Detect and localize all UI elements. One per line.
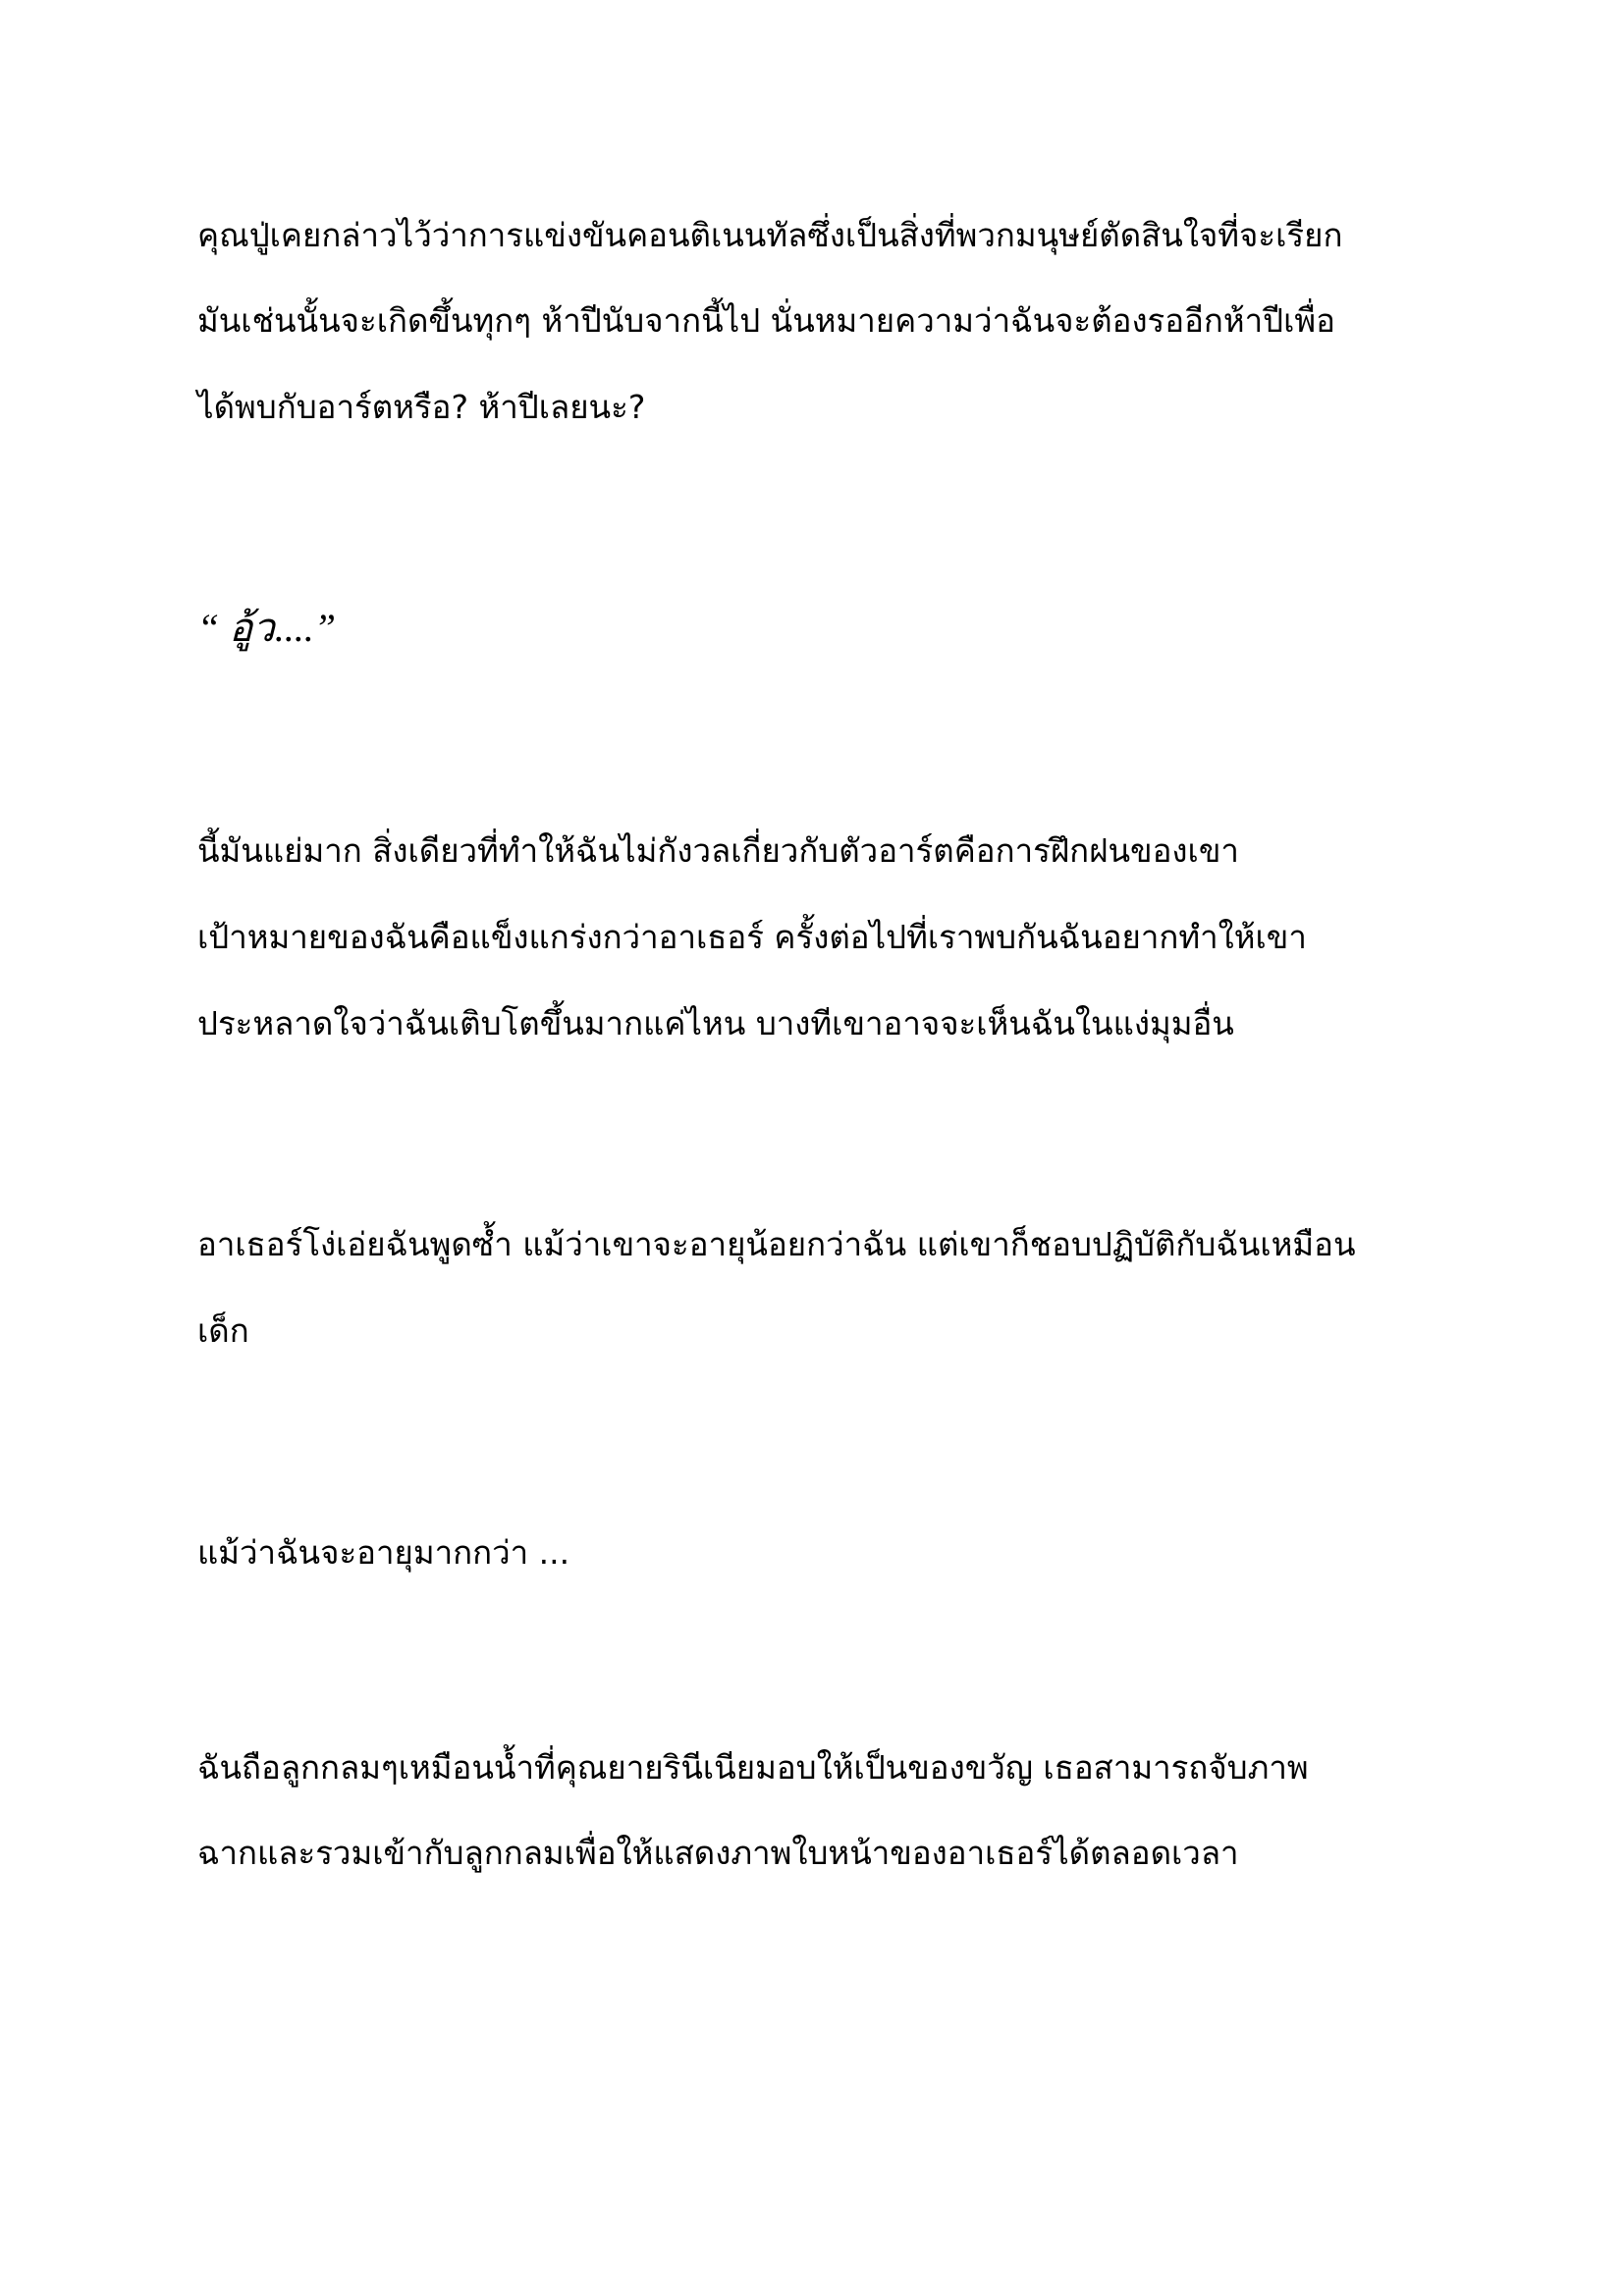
paragraph-5-line-1: แม้ว่าฉันจะอายุมากกว่า ... (197, 1533, 570, 1572)
paragraph-1-line-2: มันเช่นนั้นจะเกิดขึ้นทุกๆ ห้าปีนับจากนี้ไป นั่นหมายความว่าฉันจะต้องรออีกห้าปีเพื่อ (197, 301, 1335, 340)
paragraph-3-line-2: เป้าหมายของฉันคือแข็งแกร่งกว่าอาเธอร์ ครั้งต่อไปที่เราพบกันฉันอยากทำให้เขา (197, 918, 1307, 956)
paragraph-6-line-2: ฉากและรวมเข้ากับลูกกลมเพื่อให้แสดงภาพใบหน้าของอาเธอร์ได้ตลอดเวลา (197, 1834, 1239, 1872)
paragraph-1-line-1: คุณปู่เคยกล่าวไว้ว่าการแข่งขันคอนติเนนทัลซึ่งเป็นสิ่งที่พวกมนุษย์ตัดสินใจที่จะเรียก (197, 216, 1343, 254)
paragraph-3-line-3: ประหลาดใจว่าฉันเติบโตขึ้นมากแค่ไหน บางทีเขาอาจจะเห็นฉันในแง่มุมอื่น (197, 1004, 1234, 1042)
paragraph-4-line-1: อาเธอร์โง่เอ่ยฉันพูดซ้ำ แม้ว่าเขาจะอายุน้อยกว่าฉัน แต่เขาก็ชอบปฏิบัติกับฉันเหมือน (197, 1225, 1356, 1263)
paragraph-4-line-2: เด็ก (197, 1311, 249, 1350)
paragraph-6-line-1: ฉันถือลูกกลมๆเหมือนน้ำที่คุณยายรินีเนียมอบให้เป็นของขวัญ เธอสามารถจับภาพ (197, 1748, 1309, 1787)
paragraph-1-line-3: ได้พบกับอาร์ตหรือ? ห้าปีเลยนะ? (197, 388, 646, 426)
paragraph-3-line-1: นี้มันแย่มาก สิ่งเดียวที่ทำให้ฉันไม่กังวลเกี่ยวกับตัวอาร์ตคือการฝึกฝนของเขา (197, 831, 1239, 870)
dialogue-line: “ อู้ว....” (197, 606, 336, 650)
